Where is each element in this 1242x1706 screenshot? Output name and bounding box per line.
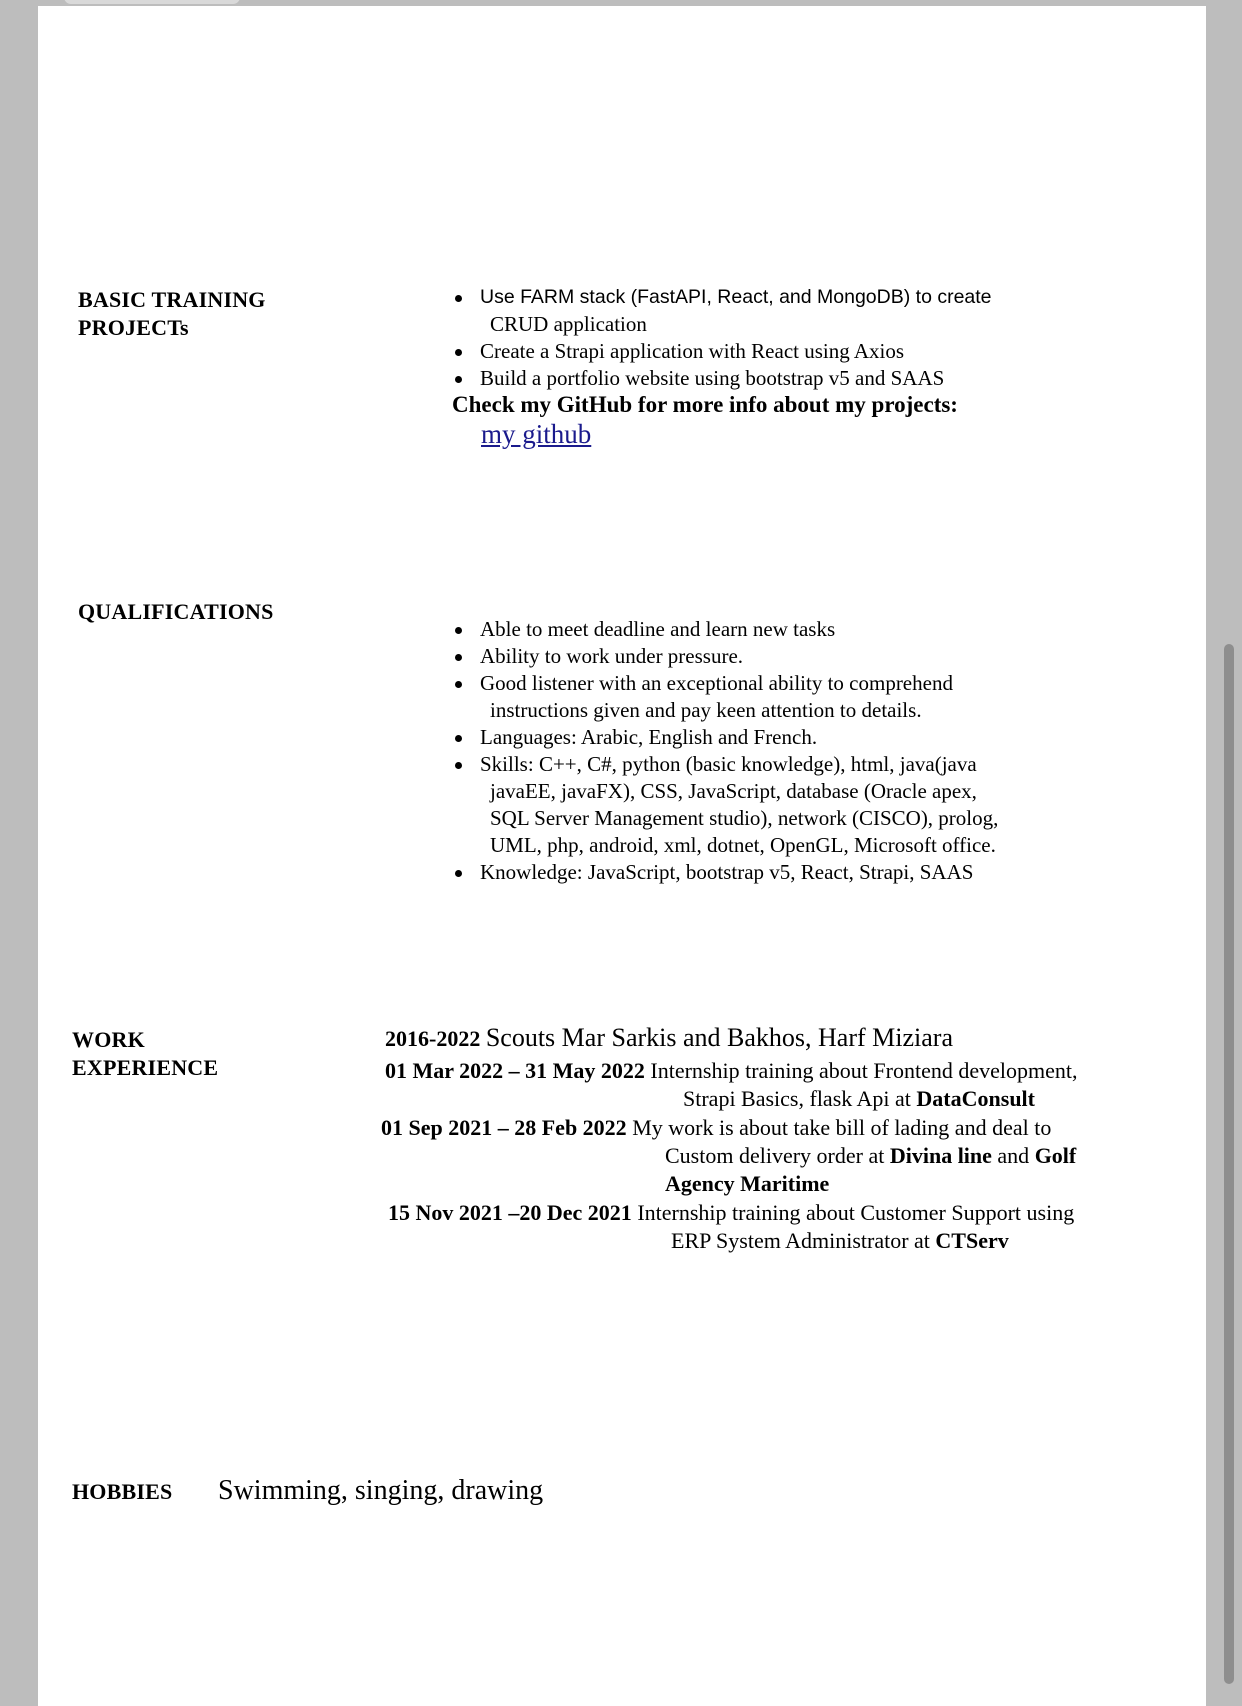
github-link[interactable]: my github — [481, 419, 592, 449]
work-heading: WORK EXPERIENCE — [72, 1027, 219, 1080]
training-item: Create a Strapi application with React using Axios — [452, 338, 992, 365]
hobbies-text: Swimming, singing, drawing — [218, 1475, 544, 1506]
qualifications-list — [452, 616, 998, 886]
document-page — [38, 6, 1206, 1706]
work-entry-cont: Agency Maritime — [665, 1171, 830, 1196]
qualifications-heading: QUALIFICATIONS — [78, 599, 274, 624]
qualification-item: Ability to work under pressure. — [452, 643, 998, 670]
qualification-item: Good listener with an exceptional ability to comprehend instructions given and pay keen attention to details. — [452, 670, 998, 724]
work-entry-cont: Custom delivery order at Divina line and Golf — [665, 1143, 1077, 1168]
work-entry: 01 Sep 2021 – 28 Feb 2022 My work is about take bill of lading and deal to — [381, 1115, 1052, 1140]
training-heading-line2: PROJECTs — [78, 315, 189, 340]
qualification-item: Knowledge: JavaScript, bootstrap v5, React, Strapi, SAAS — [452, 859, 998, 886]
training-heading-line1: BASIC TRAINING — [78, 287, 266, 312]
work-entry-cont: Strapi Basics, flask Api at DataConsult — [683, 1086, 1035, 1111]
hobbies-heading: HOBBIES — [72, 1479, 173, 1504]
github-note: Check my GitHub for more info about my projects: — [452, 392, 958, 417]
qualification-item: Able to meet deadline and learn new tasks — [452, 616, 998, 643]
work-entry: 01 Mar 2022 – 31 May 2022 Internship training about Frontend development, — [385, 1058, 1078, 1083]
training-item: Use FARM stack (FastAPI, React, and MongoDB) to create CRUD application — [452, 284, 992, 338]
scrollbar-thumb[interactable] — [1224, 644, 1234, 1684]
work-entry-cont: ERP System Administrator at CTServ — [671, 1228, 1009, 1253]
work-entry: 2016-2022 Scouts Mar Sarkis and Bakhos, Harf Miziara — [385, 1023, 954, 1052]
training-list — [452, 284, 992, 392]
top-tab — [64, 0, 240, 4]
work-entry: 15 Nov 2021 –20 Dec 2021 Internship training about Customer Support using — [388, 1200, 1075, 1225]
qualification-item: Skills: C++, C#, python (basic knowledge), html, java(java javaEE, javaFX), CSS, JavaScript, database (Oracle apex, SQL Server Management studio), network (CISCO), prolog, UML, php, android, xml, dotnet, OpenGL, Microsoft office. — [452, 751, 998, 859]
training-item: Build a portfolio website using bootstrap v5 and SAAS — [452, 365, 992, 392]
training-heading — [78, 286, 266, 342]
qualification-item: Languages: Arabic, English and French. — [452, 724, 998, 751]
